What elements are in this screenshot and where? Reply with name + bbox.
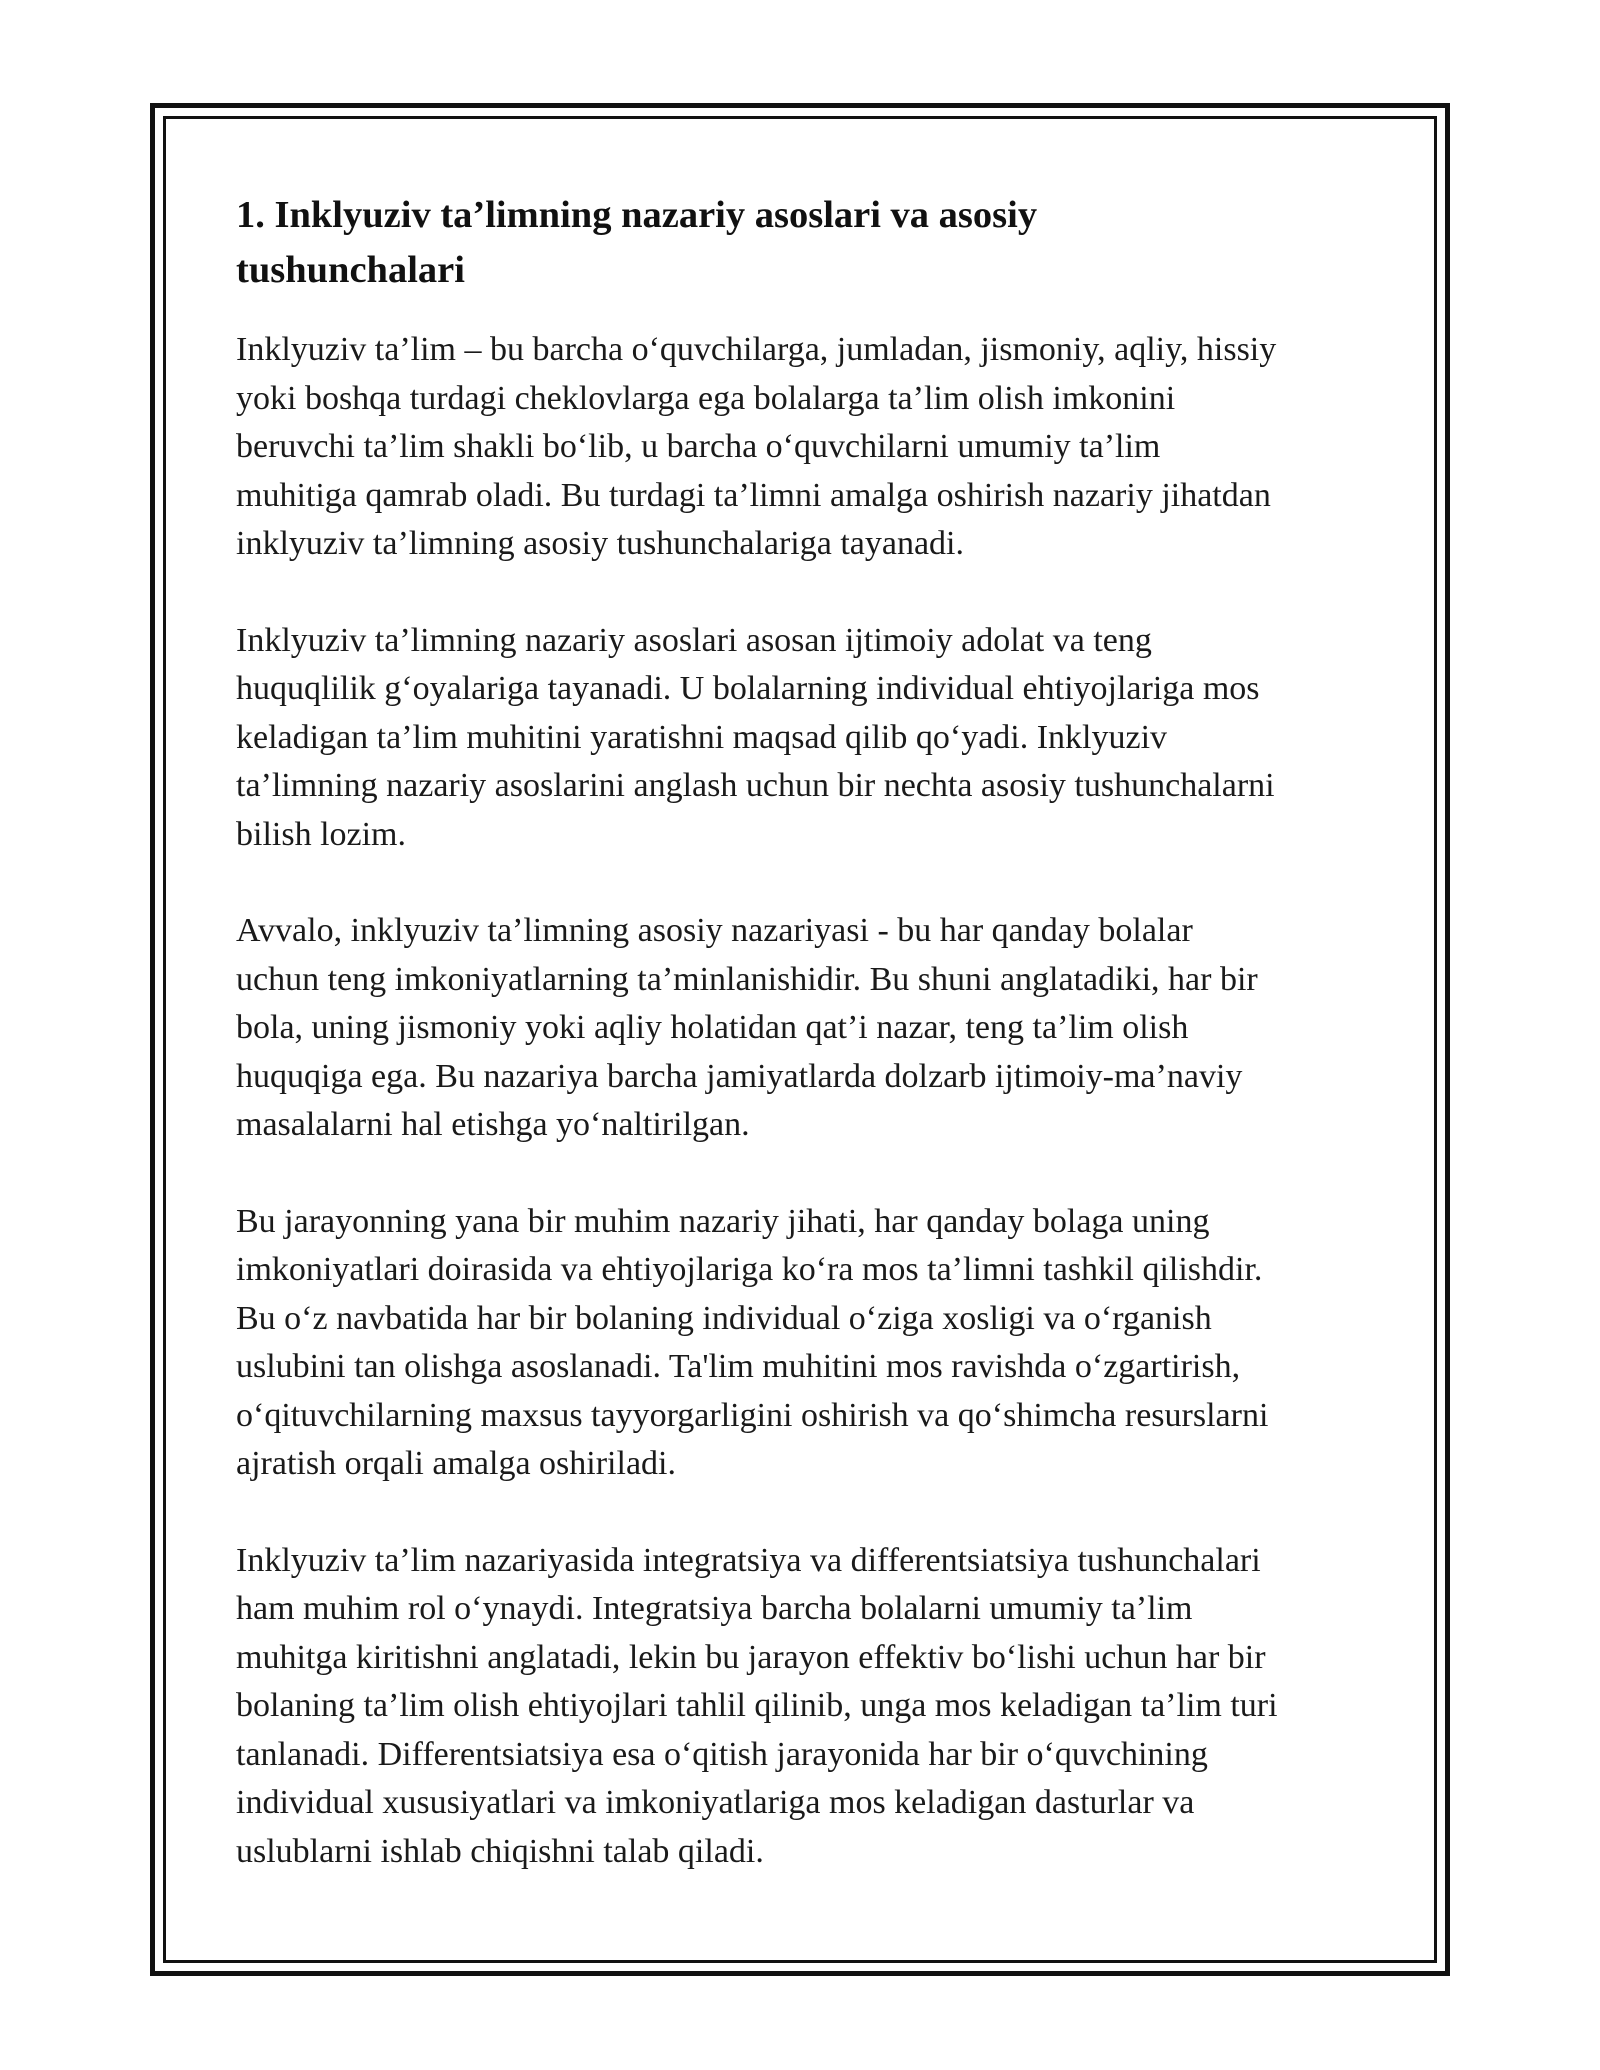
text-line: Inklyuziv ta’limning nazariy asoslari asosan ijtimoiy adolat va teng [236, 621, 1152, 659]
text-line: yoki boshqa turdagi cheklovlarga ega bolalarga ta’lim olish imkonini [236, 379, 1176, 417]
text-line: Avvalo, inklyuziv ta’limning asosiy nazariyasi - bu har qanday bolalar [236, 912, 1193, 949]
text-line: imkoniyatlari doirasida va ehtiyojlariga ko‘ra mos ta’limni tashkil qilishdir. [236, 1251, 1263, 1288]
text-line: bolaning ta’lim olish ehtiyojlari tahlil qilinib, unga mos keladigan ta’lim turi [236, 1687, 1278, 1724]
heading-line: 1. Inklyuziv ta’limning nazariy asoslari va asosiy [236, 194, 1038, 236]
text-line: individual xususiyatlari va imkoniyatlariga mos keladigan dasturlar va [236, 1784, 1195, 1821]
paragraph-4 [236, 1198, 1386, 1489]
section-heading [236, 188, 1386, 298]
text-line: huquqiga ega. Bu nazariya barcha jamiyatlarda dolzarb ijtimoiy-ma’naviy [236, 1057, 1243, 1095]
text-line: ham muhim rol o‘ynaydi. Integratsiya barcha bolalarni umumiy ta’lim [236, 1590, 1193, 1627]
paragraph-1 [236, 326, 1386, 569]
text-line: Inklyuziv ta’lim nazariyasida integratsiya va differentsiatsiya tushunchalari [236, 1541, 1261, 1579]
text-line: Bu o‘z navbatida har bir bolaning individual o‘ziga xosligi va o‘rganish [236, 1299, 1212, 1337]
text-line: bilish lozim. [236, 815, 406, 853]
paragraph-5 [236, 1537, 1386, 1877]
text-line: inklyuziv ta’limning asosiy tushunchalariga tayanadi. [236, 525, 964, 562]
text-line: ajratish orqali amalga oshiriladi. [236, 1445, 676, 1482]
text-line: muhitga kiritishni anglatadi, lekin bu jarayon effektiv bo‘lishi uchun har bir [236, 1638, 1266, 1676]
text-line: keladigan ta’lim muhitini yaratishni maqsad qilib qo‘yadi. Inklyuziv [236, 718, 1168, 756]
text-line: muhitiga qamrab oladi. Bu turdagi ta’limni amalga oshirish nazariy jihatdan [236, 476, 1271, 514]
text-line: tanlanadi. Differentsiatsiya esa o‘qitish jarayonida har bir o‘quvchining [236, 1735, 1208, 1773]
text-line: Bu jarayonning yana bir muhim nazariy jihati, har qanday bolaga uning [236, 1202, 1210, 1240]
text-line: Inklyuziv ta’lim – bu barcha o‘quvchilarga, jumladan, jismoniy, aqliy, hissiy [236, 331, 1277, 368]
paragraph-2 [236, 617, 1386, 860]
text-line: ta’limning nazariy asoslarini anglash uchun bir nechta asosiy tushunchalarni [236, 767, 1275, 804]
text-line: bola, uning jismoniy yoki aqliy holatidan qat’i nazar, teng ta’lim olish [236, 1009, 1189, 1046]
document-body [236, 188, 1386, 1876]
heading-line: tushunchalari [236, 249, 465, 291]
text-line: uslublarni ishlab chiqishni talab qiladi. [236, 1832, 764, 1870]
text-line: uslubini tan olishga asoslanadi. Ta'lim muhitini mos ravishda o‘zgartirish, [236, 1348, 1241, 1385]
text-line: uchun teng imkoniyatlarning ta’minlanishidir. Bu shuni anglatadiki, har bir [236, 960, 1258, 998]
text-line: masalalarni hal etishga yo‘naltirilgan. [236, 1106, 750, 1143]
paragraph-3 [236, 907, 1386, 1150]
text-line: beruvchi ta’lim shakli bo‘lib, u barcha o‘quvchilarni umumiy ta’lim [236, 428, 1161, 465]
text-line: o‘qituvchilarning maxsus tayyorgarligini oshirish va qo‘shimcha resurslarni [236, 1396, 1269, 1434]
text-line: huquqlilik g‘oyalariga tayanadi. U bolalarning individual ehtiyojlariga mos [236, 670, 1260, 707]
